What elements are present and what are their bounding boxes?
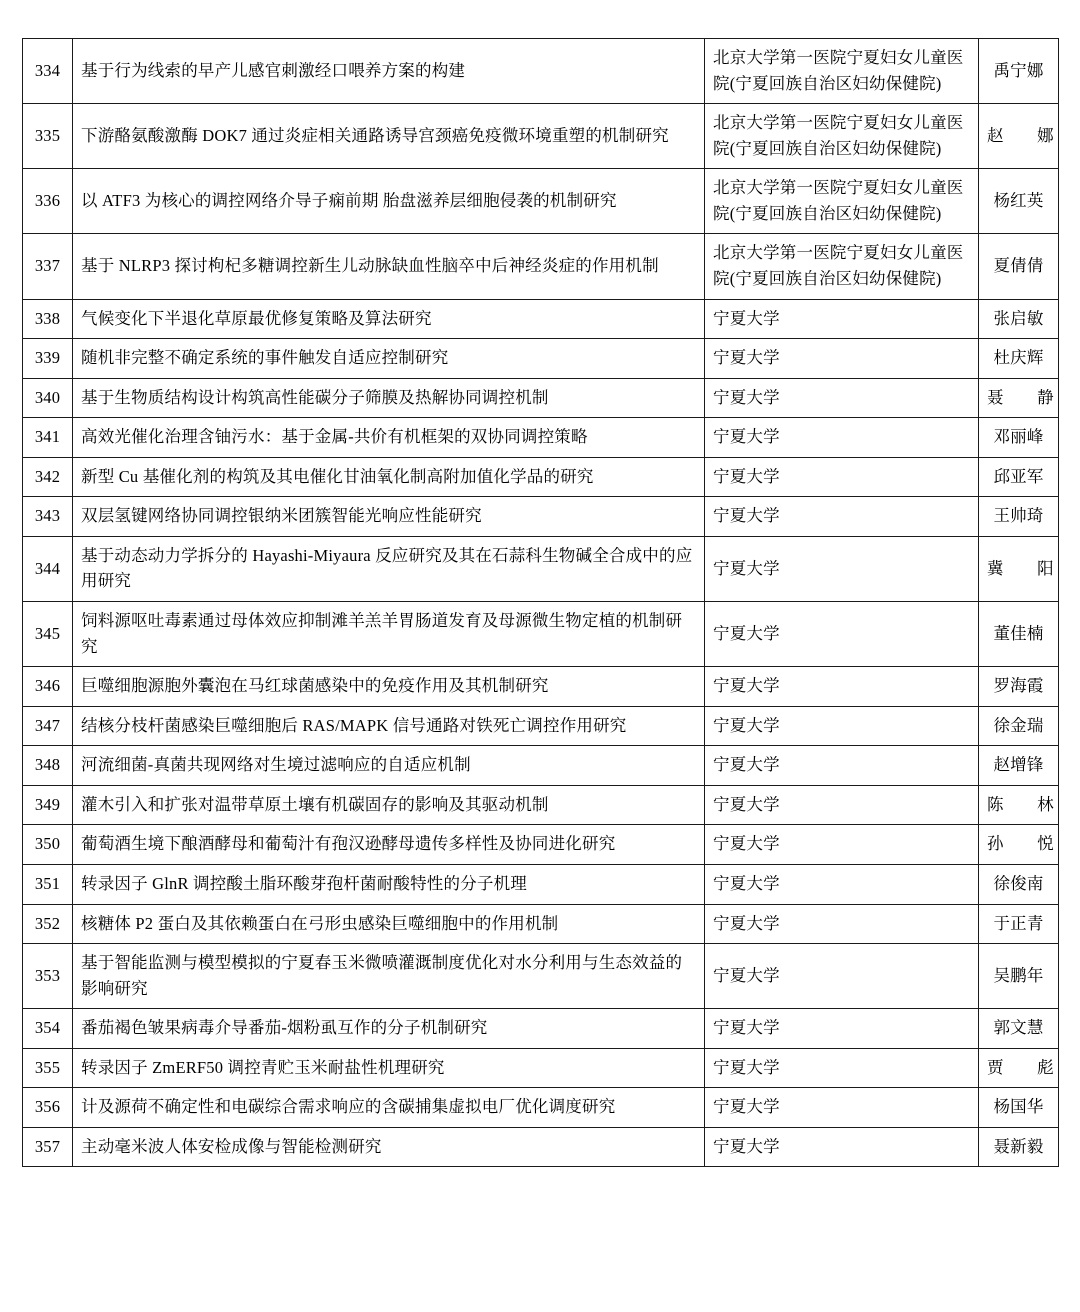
cell-institution: 宁夏大学 bbox=[705, 457, 979, 497]
table-row bbox=[23, 1048, 1059, 1088]
cell-序号: 344 bbox=[23, 536, 73, 601]
cell-project-title: 随机非完整不确定系统的事件触发自适应控制研究 bbox=[73, 339, 705, 379]
cell-序号: 345 bbox=[23, 602, 73, 667]
cell-project-title: 计及源荷不确定性和电碳综合需求响应的含碳捕集虚拟电厂优化调度研究 bbox=[73, 1088, 705, 1128]
cell-序号: 337 bbox=[23, 234, 73, 299]
cell-institution: 宁夏大学 bbox=[705, 667, 979, 707]
cell-institution: 宁夏大学 bbox=[705, 1048, 979, 1088]
cell-institution: 宁夏大学 bbox=[705, 497, 979, 537]
cell-institution: 宁夏大学 bbox=[705, 1009, 979, 1049]
cell-institution: 北京大学第一医院宁夏妇女儿童医院(宁夏回族自治区妇幼保健院) bbox=[705, 104, 979, 169]
cell-序号: 357 bbox=[23, 1127, 73, 1167]
table-row bbox=[23, 457, 1059, 497]
cell-institution: 宁夏大学 bbox=[705, 904, 979, 944]
cell-leader: 孙 悦 bbox=[979, 825, 1059, 865]
cell-project-title: 番茄褐色皱果病毒介导番茄-烟粉虱互作的分子机制研究 bbox=[73, 1009, 705, 1049]
cell-leader: 徐金瑞 bbox=[979, 706, 1059, 746]
table-row bbox=[23, 1127, 1059, 1167]
cell-leader: 邓丽峰 bbox=[979, 418, 1059, 458]
cell-institution: 宁夏大学 bbox=[705, 299, 979, 339]
table-row bbox=[23, 339, 1059, 379]
table-row bbox=[23, 104, 1059, 169]
cell-leader: 郭文慧 bbox=[979, 1009, 1059, 1049]
table-row bbox=[23, 497, 1059, 537]
table-row bbox=[23, 1088, 1059, 1128]
cell-序号: 338 bbox=[23, 299, 73, 339]
table-row bbox=[23, 825, 1059, 865]
table-body bbox=[23, 39, 1059, 1167]
cell-序号: 347 bbox=[23, 706, 73, 746]
grant-table-container bbox=[22, 38, 1058, 1167]
cell-序号: 348 bbox=[23, 746, 73, 786]
cell-leader: 徐俊南 bbox=[979, 864, 1059, 904]
cell-leader: 夏倩倩 bbox=[979, 234, 1059, 299]
cell-序号: 353 bbox=[23, 944, 73, 1009]
table-row bbox=[23, 299, 1059, 339]
cell-institution: 宁夏大学 bbox=[705, 706, 979, 746]
cell-leader: 赵增锋 bbox=[979, 746, 1059, 786]
cell-leader: 邱亚军 bbox=[979, 457, 1059, 497]
cell-project-title: 基于动态动力学拆分的 Hayashi-Miyaura 反应研究及其在石蒜科生物碱全合成中的应用研究 bbox=[73, 536, 705, 601]
cell-leader: 杨国华 bbox=[979, 1088, 1059, 1128]
table-row bbox=[23, 904, 1059, 944]
cell-leader: 吴鹏年 bbox=[979, 944, 1059, 1009]
cell-project-title: 基于生物质结构设计构筑高性能碳分子筛膜及热解协同调控机制 bbox=[73, 378, 705, 418]
cell-project-title: 转录因子 GlnR 调控酸土脂环酸芽孢杆菌耐酸特性的分子机理 bbox=[73, 864, 705, 904]
cell-序号: 355 bbox=[23, 1048, 73, 1088]
table-row bbox=[23, 706, 1059, 746]
cell-institution: 北京大学第一医院宁夏妇女儿童医院(宁夏回族自治区妇幼保健院) bbox=[705, 39, 979, 104]
cell-序号: 336 bbox=[23, 169, 73, 234]
cell-序号: 334 bbox=[23, 39, 73, 104]
cell-institution: 宁夏大学 bbox=[705, 864, 979, 904]
table-row bbox=[23, 39, 1059, 104]
cell-project-title: 核糖体 P2 蛋白及其依赖蛋白在弓形虫感染巨噬细胞中的作用机制 bbox=[73, 904, 705, 944]
cell-leader: 王帅琦 bbox=[979, 497, 1059, 537]
cell-project-title: 饲料源呕吐毒素通过母体效应抑制滩羊羔羊胃肠道发育及母源微生物定植的机制研究 bbox=[73, 602, 705, 667]
cell-序号: 346 bbox=[23, 667, 73, 707]
cell-leader: 陈 林 bbox=[979, 785, 1059, 825]
cell-序号: 341 bbox=[23, 418, 73, 458]
cell-leader: 赵 娜 bbox=[979, 104, 1059, 169]
cell-project-title: 巨噬细胞源胞外囊泡在马红球菌感染中的免疫作用及其机制研究 bbox=[73, 667, 705, 707]
cell-institution: 宁夏大学 bbox=[705, 536, 979, 601]
table-row bbox=[23, 667, 1059, 707]
cell-leader: 罗海霞 bbox=[979, 667, 1059, 707]
cell-leader: 杜庆辉 bbox=[979, 339, 1059, 379]
cell-project-title: 河流细菌-真菌共现网络对生境过滤响应的自适应机制 bbox=[73, 746, 705, 786]
cell-序号: 343 bbox=[23, 497, 73, 537]
cell-institution: 宁夏大学 bbox=[705, 785, 979, 825]
cell-序号: 339 bbox=[23, 339, 73, 379]
cell-project-title: 高效光催化治理含铀污水：基于金属-共价有机框架的双协同调控策略 bbox=[73, 418, 705, 458]
cell-project-title: 基于行为线索的早产儿感官刺激经口喂养方案的构建 bbox=[73, 39, 705, 104]
cell-project-title: 基于智能监测与模型模拟的宁夏春玉米微喷灌溉制度优化对水分利用与生态效益的影响研究 bbox=[73, 944, 705, 1009]
cell-institution: 宁夏大学 bbox=[705, 746, 979, 786]
cell-institution: 宁夏大学 bbox=[705, 1088, 979, 1128]
table-row bbox=[23, 944, 1059, 1009]
cell-序号: 354 bbox=[23, 1009, 73, 1049]
cell-project-title: 灌木引入和扩张对温带草原土壤有机碳固存的影响及其驱动机制 bbox=[73, 785, 705, 825]
cell-leader: 张启敏 bbox=[979, 299, 1059, 339]
cell-project-title: 新型 Cu 基催化剂的构筑及其电催化甘油氧化制高附加值化学品的研究 bbox=[73, 457, 705, 497]
cell-institution: 宁夏大学 bbox=[705, 378, 979, 418]
cell-project-title: 气候变化下半退化草原最优修复策略及算法研究 bbox=[73, 299, 705, 339]
cell-leader: 禹宁娜 bbox=[979, 39, 1059, 104]
table-row bbox=[23, 234, 1059, 299]
table-row bbox=[23, 602, 1059, 667]
cell-序号: 352 bbox=[23, 904, 73, 944]
grant-list-table bbox=[22, 38, 1059, 1167]
cell-project-title: 结核分枝杆菌感染巨噬细胞后 RAS/MAPK 信号通路对铁死亡调控作用研究 bbox=[73, 706, 705, 746]
cell-project-title: 主动毫米波人体安检成像与智能检测研究 bbox=[73, 1127, 705, 1167]
cell-序号: 342 bbox=[23, 457, 73, 497]
cell-leader: 冀 阳 bbox=[979, 536, 1059, 601]
table-row bbox=[23, 378, 1059, 418]
table-row bbox=[23, 746, 1059, 786]
table-row bbox=[23, 536, 1059, 601]
cell-project-title: 转录因子 ZmERF50 调控青贮玉米耐盐性机理研究 bbox=[73, 1048, 705, 1088]
cell-institution: 宁夏大学 bbox=[705, 944, 979, 1009]
cell-project-title: 双层氢键网络协同调控银纳米团簇智能光响应性能研究 bbox=[73, 497, 705, 537]
cell-leader: 于正青 bbox=[979, 904, 1059, 944]
cell-institution: 宁夏大学 bbox=[705, 339, 979, 379]
cell-序号: 349 bbox=[23, 785, 73, 825]
cell-leader: 聂新毅 bbox=[979, 1127, 1059, 1167]
cell-序号: 350 bbox=[23, 825, 73, 865]
table-row bbox=[23, 785, 1059, 825]
cell-project-title: 下游酪氨酸激酶 DOK7 通过炎症相关通路诱导宫颈癌免疫微环境重塑的机制研究 bbox=[73, 104, 705, 169]
cell-序号: 351 bbox=[23, 864, 73, 904]
cell-序号: 340 bbox=[23, 378, 73, 418]
cell-序号: 356 bbox=[23, 1088, 73, 1128]
table-row bbox=[23, 864, 1059, 904]
table-row bbox=[23, 1009, 1059, 1049]
cell-project-title: 葡萄酒生境下酿酒酵母和葡萄汁有孢汉逊酵母遗传多样性及协同进化研究 bbox=[73, 825, 705, 865]
cell-leader: 董佳楠 bbox=[979, 602, 1059, 667]
cell-leader: 贾 彪 bbox=[979, 1048, 1059, 1088]
cell-institution: 宁夏大学 bbox=[705, 1127, 979, 1167]
cell-institution: 北京大学第一医院宁夏妇女儿童医院(宁夏回族自治区妇幼保健院) bbox=[705, 169, 979, 234]
cell-project-title: 基于 NLRP3 探讨枸杞多糖调控新生儿动脉缺血性脑卒中后神经炎症的作用机制 bbox=[73, 234, 705, 299]
cell-leader: 聂 静 bbox=[979, 378, 1059, 418]
cell-institution: 宁夏大学 bbox=[705, 418, 979, 458]
cell-project-title: 以 ATF3 为核心的调控网络介导子痫前期 胎盘滋养层细胞侵袭的机制研究 bbox=[73, 169, 705, 234]
cell-leader: 杨红英 bbox=[979, 169, 1059, 234]
cell-institution: 宁夏大学 bbox=[705, 602, 979, 667]
cell-institution: 北京大学第一医院宁夏妇女儿童医院(宁夏回族自治区妇幼保健院) bbox=[705, 234, 979, 299]
table-row bbox=[23, 418, 1059, 458]
table-row bbox=[23, 169, 1059, 234]
cell-institution: 宁夏大学 bbox=[705, 825, 979, 865]
cell-序号: 335 bbox=[23, 104, 73, 169]
